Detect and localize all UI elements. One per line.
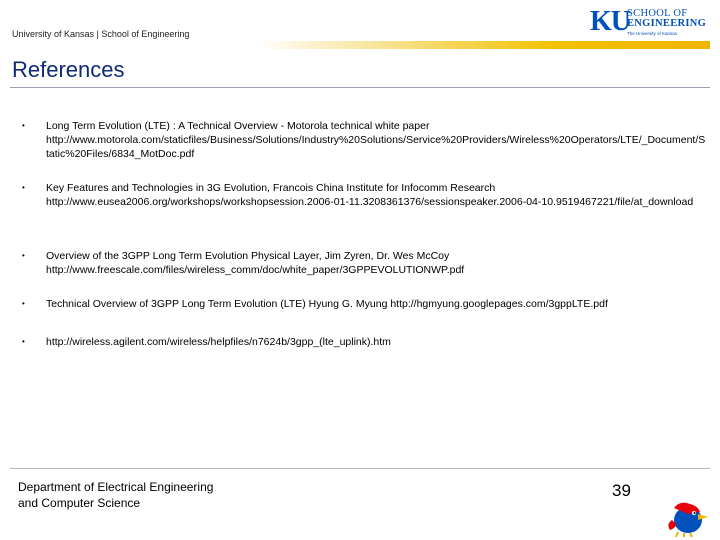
reference-url[interactable]: http://wireless.agilent.com/wireless/helpfiles/n7624b/3gpp_(lte_uplink).htm <box>46 336 391 348</box>
header-gradient-bar <box>10 41 710 49</box>
logo-mark: KU <box>590 6 630 37</box>
bullet-icon: • <box>22 121 25 130</box>
logo-wordmark <box>627 9 706 29</box>
slide-title: References <box>12 57 125 82</box>
reference-title: Long Term Evolution (LTE) : A Technical Overview - Motorola technical white paper <box>46 120 430 132</box>
jayhawk-mascot-icon <box>664 498 710 538</box>
logo-line2: ENGINEERING <box>627 18 707 29</box>
footer-divider <box>10 468 710 469</box>
footer-dept-line2: and Computer Science <box>18 496 141 510</box>
reference-title: Overview of the 3GPP Long Term Evolution Physical Layer, Jim Zyren, Dr. Wes McCoy <box>46 250 450 262</box>
reference-title[interactable]: Technical Overview of 3GPP Long Term Evolution (LTE) Hyung G. Myung http://hgmyung.googlepages.com/3gppLTE.pdf <box>46 298 608 310</box>
bullet-icon: • <box>22 299 25 308</box>
header-org: University of Kansas | School of Engineering <box>12 29 190 39</box>
logo-subtitle: The University of Kansas <box>627 31 678 36</box>
footer-dept-line1: Department of Electrical Engineering <box>18 480 214 494</box>
logo-line1: SCHOOL OF <box>627 8 688 19</box>
footer-department <box>18 479 213 511</box>
bullet-icon: • <box>22 337 25 346</box>
reference-url[interactable]: http://www.motorola.com/staticfiles/Business/Solutions/Industry%20Solutions/Service%20Providers/Wireless%20Operators/LTE/_Document/Static%20Files/6834_MotDoc.pdf <box>46 134 706 160</box>
reference-url[interactable]: http://www.freescale.com/files/wireless_comm/doc/white_paper/3GPPEVOLUTIONWP.pdf <box>46 264 465 276</box>
ku-engineering-logo <box>590 6 710 40</box>
reference-url[interactable]: http://www.eusea2006.org/workshops/workshopsession.2006-01-11.3208361376/sessionspeaker.2006-04-10.9519467221/file/at_download <box>46 196 694 208</box>
page-number: 39 <box>612 481 631 500</box>
bullet-icon: • <box>22 183 25 192</box>
title-divider <box>10 87 710 88</box>
reference-title: Key Features and Technologies in 3G Evolution, Francois China Institute for Infocomm Research <box>46 182 496 194</box>
bullet-icon: • <box>22 251 25 260</box>
